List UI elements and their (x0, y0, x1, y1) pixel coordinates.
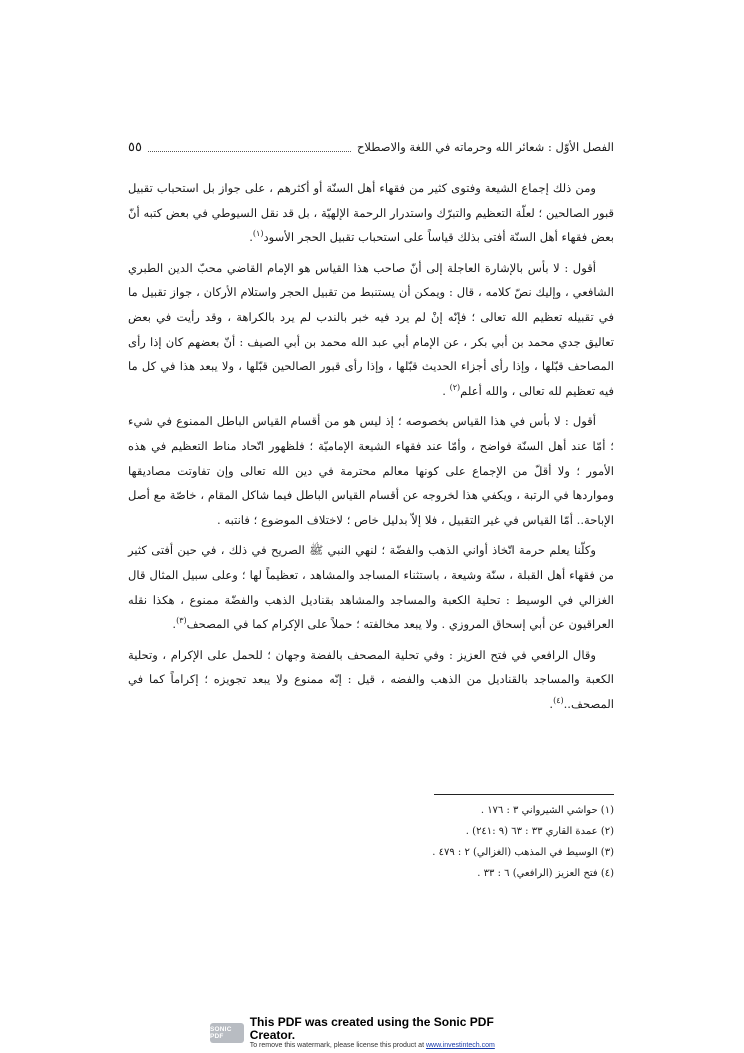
paragraph-4: وكلّنا يعلم حرمة اتّخاذ أواني الذهب والفضّة ؛ لنهي النبي ﷺ الصريح في ذلك ، في حين أفتى كثير من فقهاء أهل القبلة ، سنّة وشيعة ، باستثناء المساجد والمشاهد ، تعظيماً لها ؛ وعلى سبيل المثال قال الغزالي في الوسيط : تحلية الكعبة والمساجد والمشاهد بقناديل الذهب والفضّة ممنوع ، هكذا نقله العراقيون عن أبي إسحاق المروزي . ولا يبعد مخالفته ؛ حملاً على الإكرام كما في المصحف$^{(٣)}$. (128, 543, 614, 632)
sonic-pdf-logo-icon: SONIC PDF (210, 1023, 244, 1043)
page-number: ٥٥ (128, 139, 142, 155)
footnote-ref-1[interactable]: (١) (252, 229, 264, 239)
main-text (128, 176, 614, 722)
chapter-title: الفصل الأوّل : شعائر الله وحرماته في اللغة والاصطلاح (356, 140, 614, 154)
footnote-item: (٢) عمدة القاري ٣٣ : ٦٣ (٩ :٢٤١) . (465, 826, 614, 837)
footnote-ref-4[interactable]: (٤) (553, 696, 564, 706)
footnote-ref-2[interactable]: (٢) (449, 382, 461, 392)
running-header (128, 138, 614, 156)
footnote-item: (١) حواشي الشيرواني ٣ : ١٧٦ . (480, 805, 614, 816)
watermark-text (250, 1016, 540, 1050)
footnote-item: (٤) فتح العزيز (الرافعي) ٦ : ٣٣ . (477, 868, 614, 879)
footnotes-list (128, 800, 614, 884)
watermark-line-1: This PDF was created using the Sonic PDF Creator. (249, 1014, 494, 1043)
paragraph-2: أقول : لا بأس بالإشارة العاجلة إلى أنّ صاحب هذا القياس هو الإمام القاضي محبّ الدين الطبري الشافعي ، وإليك نصّ كلامه ، قال : ويمكن أن يستنبط من تقبيل الحجر واستلام الأركان ، جواز تقبيل ما في تقبيله تعظيم الله تعالى ؛ فإنّه إنْ لم يرد فيه خبر بالندب لم يرد بالكراهة ، وقد رأيت في بعض تعاليق جدي محمد بن أبي بكر ، عن الإمام أبي عبد الله محمد بن أبي الصيف : أنّ بعضهم كان إذا رأى المصاحف قبّلها ، وإذا رأى أجزاء الحديث قبّلها ، وإذا رأى قبور الصالحين قبّلها ، ولا يبعد هذا في كل ما فيه تعظيم لله تعالى ، والله أعلم$^{(٢)}$ . (128, 260, 614, 398)
footnote-item: (٣) الوسيط في المذهب (الغزالي) ٢ : ٤٧٩ . (432, 847, 614, 858)
leader-dots (148, 151, 351, 152)
paragraph-1: ومن ذلك إجماع الشيعة وفتوى كثير من فقهاء أهل السنّة أو أكثرهم ، على جواز بل استحباب تقبيل قبور الصالحين ؛ لعلّة التعظيم والتبرّك واستدرار الرحمة الإلهيّة ، بل قد نقل السيوطي في بعض كتبه أنّ بعض فقهاء أهل السنّة أفتى بذلك قياساً على استحباب تقبيل الحجر الأسود$^{(١)}$. (128, 181, 614, 245)
paragraph-5: وقال الرافعي في فتح العزيز : وفي تحلية المصحف بالفضة وجهان ؛ للحمل على الإكرام ، وتحلية الكعبة والمساجد بالقناديل من الذهب والفضه ، قيل : إنّه ممنوع ولا يبعد تجويزه ؛ إكراماً كما في المصحف..$^{(٤)}$. (128, 647, 614, 711)
footnote-divider (434, 794, 614, 795)
watermark-link[interactable]: www.investintech.com (425, 1042, 495, 1050)
footnote-ref-3[interactable]: (٣) (176, 616, 187, 626)
pdf-watermark (210, 1014, 540, 1050)
paragraph-3: أقول : لا بأس في هذا القياس بخصوصه ؛ إذ ليس هو من أقسام القياس الباطل الممنوع في شيء ؛ أمّا عند أهل السنّة فواضح ، وأمّا عند فقهاء الشيعة الإماميّة ؛ فلظهور اتّحاد مناط التعظيم في هذه الأمور ؛ ولا أقلّ من الإجماع على كونها معالم محترمة في دين الله تعالى وإن تفاوتت مصاديقها ومواردها في الرتبة ، ويكفي هذا لخروجه عن أقسام القياس الباطل فيما شاكل المقام ، خاصّة مع أصل الإباحة.. أمّا القياس في غير التقبيل ، فلا إلاّ بدليل خاص ؛ لاختلاف الموضوع ؛ فانتبه . (128, 414, 614, 527)
watermark-line-2: To remove this watermark, please license this product at www.investintech.com (249, 1042, 495, 1050)
